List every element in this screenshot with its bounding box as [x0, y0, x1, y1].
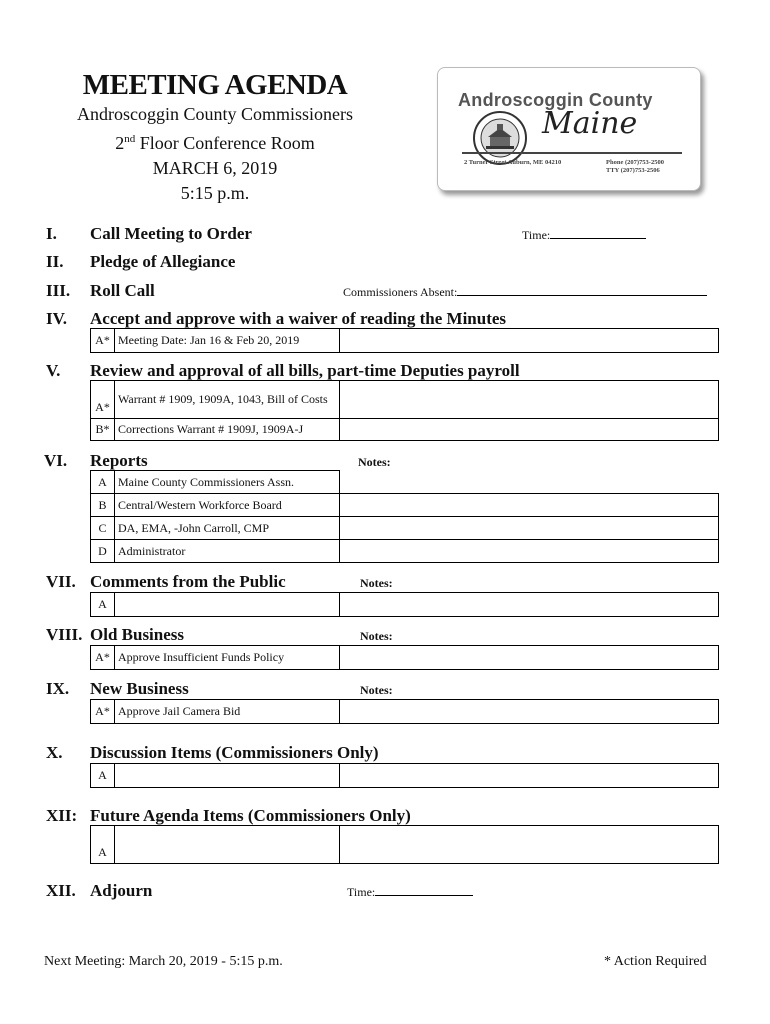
meeting-time: 5:15 p.m.: [180, 183, 250, 203]
logo-divider: [462, 152, 682, 154]
row-notes-cell[interactable]: [340, 471, 719, 494]
absent-blank[interactable]: [457, 295, 707, 296]
item-number: VI.: [44, 451, 68, 470]
old-business-table: [90, 645, 719, 670]
row-notes-cell[interactable]: [340, 381, 719, 419]
county-seal-icon: [472, 110, 528, 166]
item-title-roll-call: Roll Call: [90, 281, 155, 300]
room-ordinal-suffix: nd: [124, 133, 136, 145]
county-logo: [437, 67, 701, 191]
item-title-discussion: Discussion Items (Commissioners Only): [90, 743, 379, 762]
table-row: [91, 419, 719, 441]
row-desc[interactable]: [115, 826, 340, 864]
table-row: [91, 517, 719, 540]
row-desc[interactable]: [115, 593, 340, 617]
page-title: MEETING AGENDA: [82, 69, 348, 101]
meeting-date: MARCH 6, 2019: [152, 158, 278, 178]
row-notes-cell[interactable]: [340, 494, 719, 517]
org-name: Androscoggin County Commissioners: [76, 104, 353, 124]
item-number: X.: [46, 743, 63, 762]
table-row: [91, 700, 719, 724]
minutes-table: [90, 328, 719, 353]
adjourn-time-field: [347, 885, 473, 900]
logo-maine-script: Maine: [542, 106, 638, 141]
row-key: A*: [91, 646, 115, 670]
time-blank[interactable]: [375, 895, 473, 896]
reports-table: [90, 470, 719, 563]
row-notes-cell[interactable]: [340, 517, 719, 540]
item-number: V.: [46, 361, 61, 380]
row-notes-cell[interactable]: [340, 646, 719, 670]
table-row: [91, 329, 719, 353]
table-row: [91, 764, 719, 788]
notes-label: Notes:: [360, 576, 393, 590]
row-notes-cell[interactable]: [340, 419, 719, 441]
row-notes-cell[interactable]: [340, 826, 719, 864]
item-number: VIII.: [46, 625, 83, 644]
row-key: A*: [91, 381, 115, 419]
row-key: A: [91, 593, 115, 617]
next-meeting-note: Next Meeting: March 20, 2019 - 5:15 p.m.: [44, 954, 283, 969]
row-key: A*: [91, 700, 115, 724]
item-title-minutes: Accept and approve with a waiver of reading the Minutes: [90, 309, 507, 328]
room-ordinal: 2: [115, 133, 125, 153]
meeting-room: [40, 127, 390, 156]
table-row: [91, 540, 719, 563]
public-comments-table: [90, 592, 719, 617]
future-agenda-table: [90, 825, 719, 864]
logo-county-name: Androscoggin County: [458, 90, 653, 110]
item-title-new-business: New Business: [90, 679, 189, 698]
item-number: IV.: [46, 309, 67, 328]
row-key: A*: [91, 329, 115, 353]
time-field-label: [522, 228, 646, 243]
row-desc: DA, EMA, -John Carroll, CMP: [115, 517, 340, 540]
row-desc: Warrant # 1909, 1909A, 1043, Bill of Costs: [115, 381, 340, 419]
item-number: XII:: [46, 806, 78, 825]
absent-field: [343, 285, 707, 300]
row-desc: Administrator: [115, 540, 340, 563]
table-row: [91, 593, 719, 617]
item-title-future-agenda: Future Agenda Items (Commissioners Only): [90, 806, 411, 825]
table-row: [91, 646, 719, 670]
discussion-table: [90, 763, 719, 788]
item-number: IX.: [46, 679, 70, 698]
item-title-call-to-order: Call Meeting to Order: [90, 224, 252, 243]
row-key: D: [91, 540, 115, 563]
notes-label: Notes:: [360, 629, 393, 643]
item-title-old-business: Old Business: [90, 625, 185, 644]
time-label: Time:: [522, 228, 551, 242]
table-row: [91, 471, 719, 494]
item-title-reports: Reports: [90, 451, 148, 470]
row-desc: Approve Insufficient Funds Policy: [115, 646, 340, 670]
logo-phone: Phone (207)753-2500: [606, 159, 664, 166]
agenda-header: [40, 68, 390, 206]
table-row: [91, 494, 719, 517]
row-desc[interactable]: [115, 764, 340, 788]
row-notes-cell[interactable]: [340, 593, 719, 617]
row-notes-cell[interactable]: [340, 764, 719, 788]
table-row: [91, 381, 719, 419]
row-desc: Central/Western Workforce Board: [115, 494, 340, 517]
item-title-adjourn: Adjourn: [90, 881, 153, 900]
item-number: II.: [46, 252, 64, 271]
row-desc: Maine County Commissioners Assn.: [115, 471, 340, 494]
row-notes-cell[interactable]: [340, 540, 719, 563]
item-number: VII.: [46, 572, 76, 591]
row-key: B: [91, 494, 115, 517]
action-required-note: * Action Required: [604, 954, 707, 969]
item-number: XII.: [46, 881, 76, 900]
notes-label: Notes:: [360, 683, 393, 697]
item-title-public-comments: Comments from the Public: [90, 572, 286, 591]
row-desc: Approve Jail Camera Bid: [115, 700, 340, 724]
logo-address: 2 Turner Street Auburn, ME 04210: [464, 159, 562, 166]
table-row: [91, 826, 719, 864]
row-key: B*: [91, 419, 115, 441]
row-desc: Corrections Warrant # 1909J, 1909A-J: [115, 419, 340, 441]
row-notes-cell[interactable]: [340, 329, 719, 353]
row-key: A: [91, 826, 115, 864]
item-title-bills: Review and approval of all bills, part-time Deputies payroll: [90, 361, 520, 380]
item-title-pledge: Pledge of Allegiance: [90, 252, 236, 271]
absent-label: Commissioners Absent:: [343, 285, 458, 299]
item-number: I.: [46, 224, 57, 243]
bills-table: [90, 380, 719, 441]
row-key: A: [91, 471, 115, 494]
logo-tty: TTY (207)753-2506: [606, 167, 660, 174]
notes-label: Notes:: [358, 455, 391, 469]
time-blank[interactable]: [550, 238, 646, 239]
room-name: Floor Conference Room: [135, 133, 315, 153]
row-key: A: [91, 764, 115, 788]
row-desc: Meeting Date: Jan 16 & Feb 20, 2019: [115, 329, 340, 353]
item-number: III.: [46, 281, 71, 300]
row-notes-cell[interactable]: [340, 700, 719, 724]
row-key: C: [91, 517, 115, 540]
new-business-table: [90, 699, 719, 724]
time-label: Time:: [347, 885, 376, 899]
